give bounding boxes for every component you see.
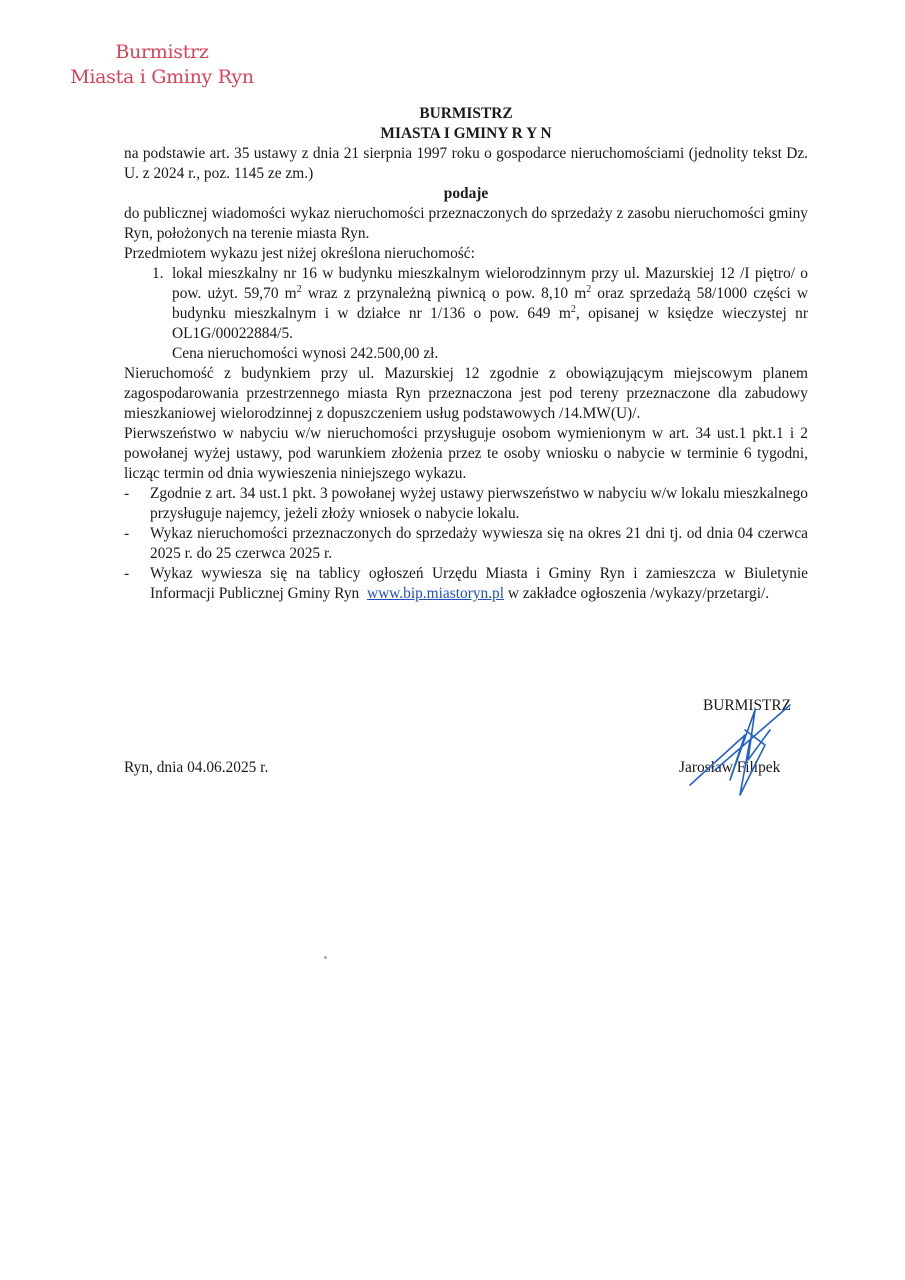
property-item-number: 1. [152,265,164,282]
official-stamp [52,40,272,90]
property-text-3: oraz sprzedażą 58/1000 części w budynku mieszkalnym i w działce nr 1/136 o pow. 649 m [172,285,808,322]
document-body [124,104,812,604]
property-item-body [172,264,808,364]
dash-bullet: - [124,565,130,582]
stamp-line-2: Miasta i Gminy Ryn [70,66,254,88]
property-text-1: lokal mieszkalny nr 16 w budynku mieszkalnym wielorodzinnym przy ul. Mazurskiej 12 /I piętro/ o pow. użyt. 59,70 m [172,265,808,302]
note-3-text-end: w zakładce ogłoszenia /wykazy/przetargi/. [504,585,770,602]
property-text-2: wraz z przynależną piwnicą o pow. 8,10 m [301,285,587,302]
zoning-paragraph: Nieruchomość z budynkiem przy ul. Mazurskiej 12 zgodnie z obowiązującym miejscowym planem zagospodarowania przestrzennego miasta Ryn przeznaczona jest pod tereny przeznaczone dla zabudowy mieszkaniowej wielorodzinnej z dopuszczeniem usług podstawowych /14.MW(U)/. [124,365,808,422]
announces-heading: podaje [443,185,489,202]
superscript: 2 [570,303,576,315]
note-3 [150,564,812,604]
header-title-1: BURMISTRZ [419,105,513,122]
signatory-name: Jarosław Filipek [679,759,781,776]
dash-bullet: - [124,485,130,502]
legal-basis: na podstawie art. 35 ustawy z dnia 21 sierpnia 1997 roku o gospodarce nieruchomościami (jednolity tekst Dz. U. z 2024 r., poz. 1145 ze zm.) [124,145,808,182]
property-price: Cena nieruchomości wynosi 242.500,00 zł. [172,345,439,362]
note-3-text: Wykaz wywiesza się na tablicy ogłoszeń Urzędu Miasta i Gminy Ryn i zamieszcza w Biuletynie Informacji Publicznej Gminy Ryn [150,565,812,602]
note-2: Wykaz nieruchomości przeznaczonych do sprzedaży wywiesza się na okres 21 dni tj. od dnia 04 czerwca 2025 r. do 25 czerwca 2025 r. [150,525,808,562]
scan-speck [324,956,327,959]
priority-paragraph: Pierwszeństwo w nabyciu w/w nieruchomości przysługuje osobom wymienionym w art. 34 ust.1 pkt.1 i 2 powołanej wyżej ustawy, pod warunkiem złożenia przez te osoby wniosku o nabycie w terminie 6 tygodni, licząc termin od dnia wywieszenia niniejszego wykazu. [124,425,808,482]
subject-line: Przedmiotem wykazu jest niżej określona nieruchomość: [124,245,475,262]
header-title-2: MIASTA I GMINY R Y N [380,125,552,142]
place-and-date: Ryn, dnia 04.06.2025 r. [124,759,269,776]
note-1: Zgodnie z art. 34 ust.1 pkt. 3 powołanej wyżej ustawy pierwszeństwo w nabyciu w/w lokalu mieszkalnego przysługuje najemcy, jeżeli złoży wniosek o nabycie lokalu. [150,485,808,522]
note-item [124,484,808,524]
note-item [124,564,812,604]
property-item [152,264,808,364]
superscript: 2 [296,283,302,295]
signature-stroke [690,705,790,795]
property-text-4: , opisanej w księdze wieczystej nr OL1G/00022884/5. [172,305,808,342]
public-info: do publicznej wiadomości wykaz nieruchomości przeznaczonych do sprzedaży z zasobu nieruchomości gminy Ryn, położonych na terenie miasta Ryn. [124,205,808,242]
handwritten-signature-icon [670,700,810,800]
bip-link[interactable]: www.bip.miastoryn.pl [366,585,505,602]
dash-bullet: - [124,525,130,542]
stamp-line-1: Burmistrz [115,41,209,63]
superscript: 2 [586,283,592,295]
signature-title: BURMISTRZ [703,697,792,714]
note-item [124,524,808,564]
